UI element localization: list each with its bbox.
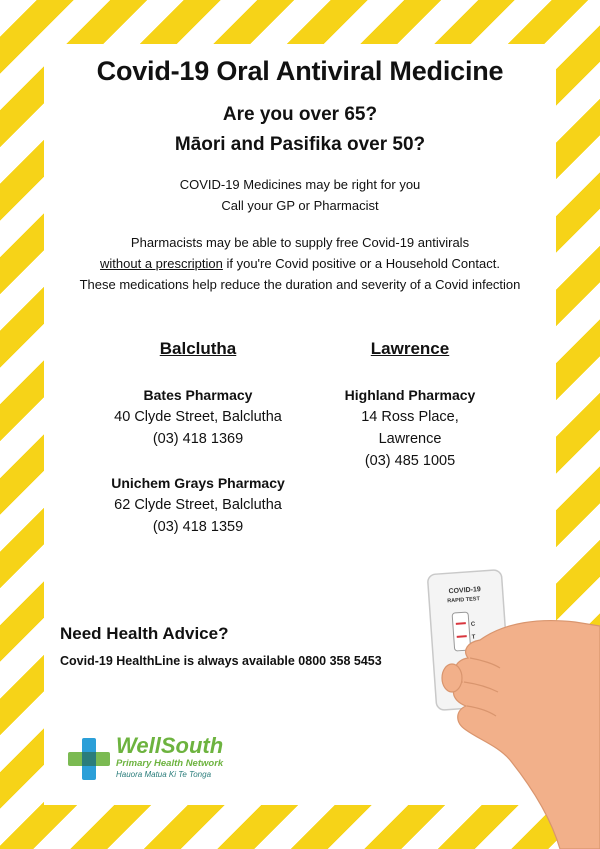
pharmacy-address-line-1: 14 Ross Place,: [361, 409, 459, 425]
pharmacy-phone: (03) 418 1359: [152, 519, 244, 535]
test-label-1: COVID-19: [448, 586, 482, 596]
thumb-shape: [442, 664, 462, 692]
pharmacy-phone: (03) 418 1369: [152, 431, 244, 447]
intro-line-2: Call your GP or Pharmacist: [221, 198, 379, 213]
medical-cross-icon: [66, 736, 112, 782]
info-line-1: Pharmacists may be able to supply free Covid-19 antivirals: [130, 235, 470, 250]
test-mark-t: T: [471, 634, 476, 641]
intro-text: [24, 174, 576, 216]
info-line-2-rest: if you're Covid positive or a Household Contact.: [222, 256, 500, 271]
hand-shape: [453, 621, 600, 849]
logo-network: Primary Health Network: [116, 758, 224, 769]
hand-holding-test-illustration: [410, 560, 600, 849]
pharmacy-name: Unichem Grays Pharmacy: [111, 475, 285, 491]
pharmacy-name: Highland Pharmacy: [344, 387, 476, 403]
intro-line-1: COVID-19 Medicines may be right for you: [179, 177, 421, 192]
test-mark-c: C: [470, 621, 476, 628]
logo-brand: WellSouth: [116, 733, 224, 758]
pharmacy-address: 62 Clyde Street, Balclutha: [114, 497, 282, 513]
pharmacy-name: Bates Pharmacy: [143, 387, 253, 403]
test-label-2: RAPID TEST: [447, 596, 481, 605]
balclutha-heading: Balclutha: [159, 339, 237, 358]
pharmacy-phone: (03) 485 1005: [364, 453, 456, 469]
info-line-3: These medications help reduce the duration and severity of a Covid infection: [79, 277, 521, 292]
lawrence-heading: Lawrence: [370, 339, 450, 358]
subtitle-age-65: Are you over 65?: [222, 104, 378, 125]
lawrence-column: [320, 338, 500, 472]
balclutha-column: [88, 338, 308, 538]
pharmacy-address: 40 Clyde Street, Balclutha: [114, 409, 282, 425]
pharmacy-address-line-2: Lawrence: [378, 431, 442, 447]
healthline-text: Covid-19 HealthLine is always available 0800 358 5453: [60, 654, 382, 668]
info-underlined-phrase: without a prescription: [100, 256, 223, 271]
subtitle-maori-pasifika: Māori and Pasifika over 50?: [174, 134, 426, 155]
advice-title: Need Health Advice?: [60, 624, 229, 643]
logo-text: [116, 734, 223, 780]
info-line-2: [24, 253, 576, 274]
info-text: [24, 232, 576, 295]
logo-maori-name: Hauora Matua Ki Te Tonga: [116, 770, 212, 779]
wellsouth-logo: [66, 734, 296, 784]
poster-title: Covid-19 Oral Antiviral Medicine: [96, 56, 504, 86]
